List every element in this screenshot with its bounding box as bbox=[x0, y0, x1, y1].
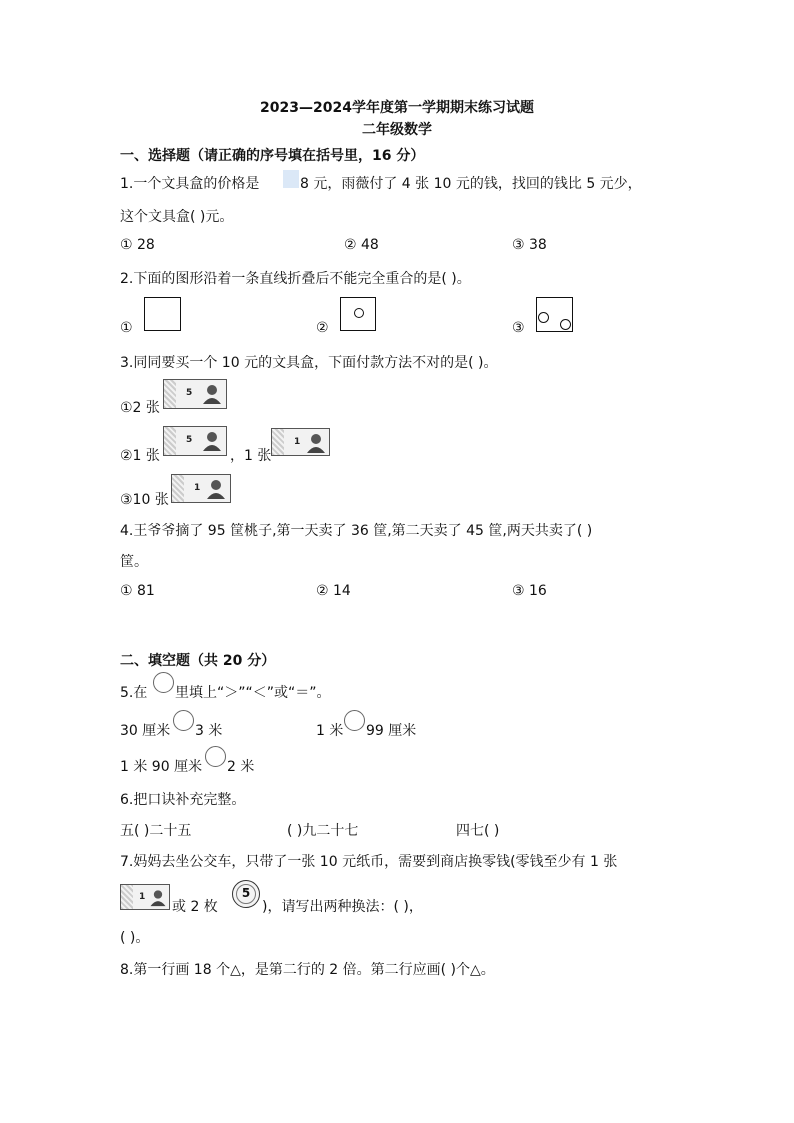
compare-circle[interactable] bbox=[344, 710, 365, 731]
coin-5-jiao bbox=[232, 880, 260, 908]
q3-option-1: ①2 张 bbox=[120, 400, 160, 416]
q7-line3: ( )。 bbox=[120, 930, 150, 946]
banknote-denomination: 5 bbox=[186, 388, 193, 398]
circle-icon bbox=[560, 319, 571, 330]
q2-option-3-label: ③ bbox=[512, 320, 525, 336]
q5-compare-2-right: 99 厘米 bbox=[366, 723, 417, 739]
banknote-denomination: 1 bbox=[139, 892, 146, 902]
q2-square-center-circle bbox=[340, 297, 376, 331]
q3-option-2a: ②1 张 bbox=[120, 448, 160, 464]
q2-text: 2.下面的图形沿着一条直线折叠后不能完全重合的是( )。 bbox=[120, 271, 471, 287]
q1-line1a: 1.一个文具盒的价格是 bbox=[120, 176, 260, 192]
banknote-1-yuan bbox=[171, 474, 231, 503]
q6-item-1: 五( )二十五 bbox=[120, 823, 192, 839]
q4-option-2: ② 14 bbox=[316, 583, 351, 599]
banknote-pattern bbox=[164, 380, 176, 408]
page-title: 2023—2024学年度第一学期期末练习试题 bbox=[260, 100, 534, 116]
banknote-1-yuan bbox=[271, 428, 330, 456]
section-1-heading: 一、选择题（请正确的序号填在括号里，16 分） bbox=[120, 148, 425, 164]
q7-line1: 7.妈妈去坐公交车，只带了一张 10 元纸币，需要到商店换零钱(零钱至少有 1 张 bbox=[120, 854, 618, 870]
banknote-1-yuan bbox=[120, 884, 170, 910]
q1-option-1: ① 28 bbox=[120, 237, 155, 253]
banknote-denomination: 5 bbox=[186, 435, 193, 445]
q1-line2: 这个文具盒( )元。 bbox=[120, 209, 234, 225]
q5-compare-2-left: 1 米 bbox=[316, 723, 344, 739]
q6-item-3: 四七( ) bbox=[456, 823, 500, 839]
q1-option-2: ② 48 bbox=[344, 237, 379, 253]
portrait-icon bbox=[304, 431, 328, 453]
portrait-icon bbox=[204, 477, 228, 499]
q4-line1: 4.王爷爷摘了 95 筐桃子,第一天卖了 36 筐,第二天卖了 45 筐,两天共卖了( ) bbox=[120, 523, 593, 539]
circle-icon bbox=[354, 308, 364, 318]
q2-option-1-label: ① bbox=[120, 320, 133, 336]
section-2-heading: 二、填空题（共 20 分） bbox=[120, 653, 276, 669]
banknote-denomination: 1 bbox=[294, 437, 301, 447]
coin-value: 5 bbox=[241, 886, 251, 900]
compare-circle[interactable] bbox=[153, 672, 174, 693]
banknote-pattern bbox=[164, 427, 176, 455]
banknote-pattern bbox=[121, 885, 133, 909]
q1-line1b: 8 元，雨薇付了 4 张 10 元的钱，找回的钱比 5 元少， bbox=[300, 176, 642, 192]
circle-icon bbox=[538, 312, 549, 323]
banknote-pattern bbox=[272, 429, 284, 455]
q4-option-3: ③ 16 bbox=[512, 583, 547, 599]
q3-option-3: ③10 张 bbox=[120, 492, 169, 508]
portrait-icon bbox=[148, 887, 168, 907]
portrait-icon bbox=[200, 429, 224, 451]
banknote-5-yuan bbox=[163, 426, 227, 456]
q5-text-a: 5.在 bbox=[120, 685, 148, 701]
q2-option-2-label: ② bbox=[316, 320, 329, 336]
q4-option-1: ① 81 bbox=[120, 583, 155, 599]
portrait-icon bbox=[200, 382, 224, 404]
banknote-denomination: 1 bbox=[194, 483, 201, 493]
q1-option-3: ③ 38 bbox=[512, 237, 547, 253]
q6-text: 6.把口诀补充完整。 bbox=[120, 792, 246, 808]
q3-option-2b: ，1 张 bbox=[230, 448, 272, 464]
q2-square-corner-circles bbox=[536, 297, 573, 332]
q6-item-2: ( )九二十七 bbox=[287, 823, 359, 839]
compare-circle[interactable] bbox=[173, 710, 194, 731]
q1-highlight-box bbox=[283, 170, 299, 188]
q5-compare-1-left: 30 厘米 bbox=[120, 723, 171, 739]
q5-compare-3-left: 1 米 90 厘米 bbox=[120, 759, 203, 775]
banknote-5-yuan bbox=[163, 379, 227, 409]
q3-text: 3.同同要买一个 10 元的文具盒，下面付款方法不对的是( )。 bbox=[120, 355, 498, 371]
q4-line2: 筐。 bbox=[120, 554, 148, 570]
q8-text: 8.第一行画 18 个△，是第二行的 2 倍。第二行应画( )个△。 bbox=[120, 962, 495, 978]
q5-compare-1-right: 3 米 bbox=[195, 723, 223, 739]
q7-line2a: 或 2 枚 bbox=[172, 899, 218, 915]
banknote-pattern bbox=[172, 475, 184, 502]
q2-square-plain bbox=[144, 297, 181, 331]
page-subtitle: 二年级数学 bbox=[362, 122, 432, 138]
q5-text-b: 里填上“＞”“＜”或“＝”。 bbox=[175, 685, 331, 701]
q5-compare-3-right: 2 米 bbox=[227, 759, 255, 775]
q7-line2b: )，请写出两种换法：( )， bbox=[262, 899, 423, 915]
compare-circle[interactable] bbox=[205, 746, 226, 767]
